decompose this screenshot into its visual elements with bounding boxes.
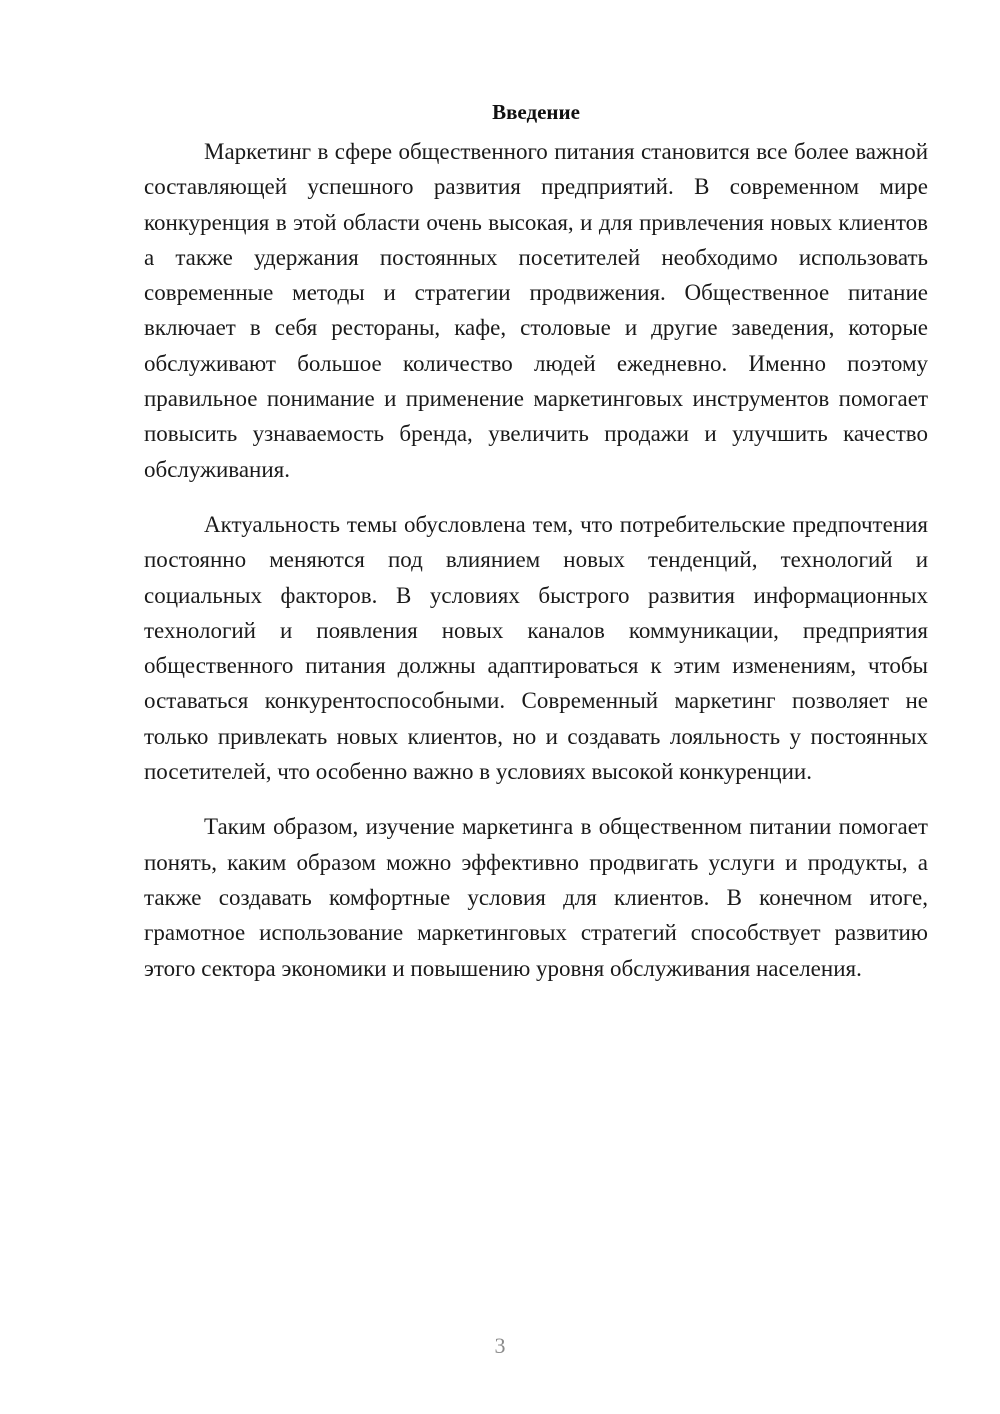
paragraph-1: Маркетинг в сфере общественного питания становится все более важной составляющей успешного развития предприятий. В современном мире конкуренция в этой области очень высокая, и для привлечения новых клиентов а также удержания постоянных посетителей необходимо использовать современные методы и стратегии продвижения. Общественное питание включает в себя рестораны, кафе, столовые и другие заведения, которые обслуживают большое количество людей ежедневно. Именно поэтому правильное понимание и применение маркетинговых инструментов помогает повысить узнаваемость бренда, увеличить продажи и улучшить качество обслуживания. xyxy=(144,139,928,482)
paragraph-3: Таким образом, изучение маркетинга в общественном питании помогает понять, каким образом можно эффективно продвигать услуги и продукты, а также создавать комфортные условия для клиентов. В конечном итоге, грамотное использование маркетинговых стратегий способствует развитию этого сектора экономики и повышению уровня обслуживания населения. xyxy=(144,814,928,981)
paragraph-2: Актуальность темы обусловлена тем, что потребительские предпочтения постоянно меняются под влиянием новых тенденций, технологий и социальных факторов. В условиях быстрого развития информационных технологий и появления новых каналов коммуникации, предприятия общественного питания должны адаптироваться к этим изменениям, чтобы оставаться конкурентоспособными. Современный маркетинг позволяет не только привлекать новых клиентов, но и создавать лояльность у постоянных посетителей, что особенно важно в условиях высокой конкуренции. xyxy=(144,511,928,785)
page-content xyxy=(144,98,928,986)
page-title: Введение xyxy=(492,100,580,124)
page-number: 3 xyxy=(494,1333,506,1358)
